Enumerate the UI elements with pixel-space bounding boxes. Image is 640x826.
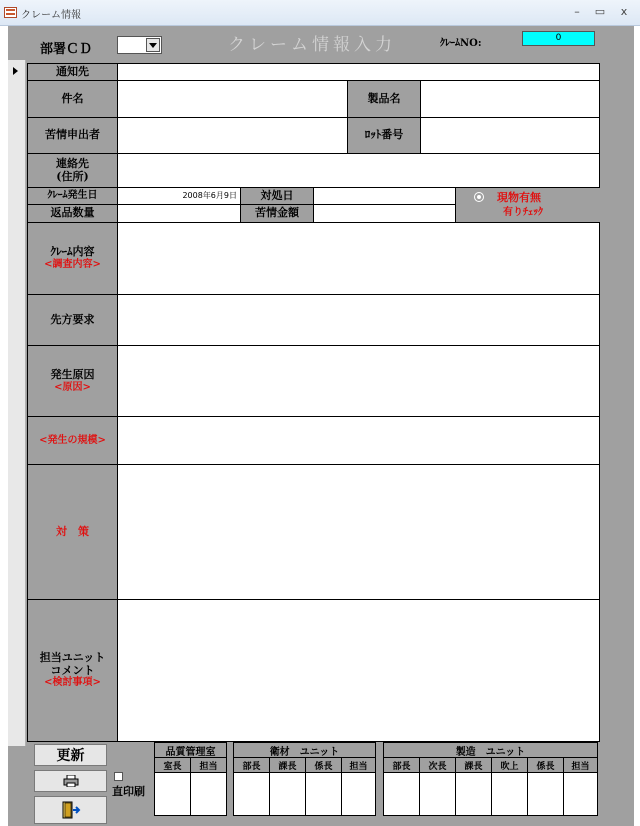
claim-content-field[interactable]	[117, 222, 600, 295]
comment-label-line1: 担当ユニット	[39, 651, 106, 665]
mfg-col-header: 部長	[383, 757, 420, 773]
hr-stamp-box[interactable]	[269, 772, 306, 816]
mfg-stamp-box[interactable]	[527, 772, 564, 816]
hr-col-header: 部長	[233, 757, 270, 773]
comment-label-line2: コメント	[50, 663, 95, 677]
comment-field[interactable]	[117, 599, 600, 742]
cause-field[interactable]	[117, 345, 600, 417]
form-title: クレーム情報入力	[228, 35, 396, 55]
cause-label-line1: 発生原因	[50, 367, 95, 381]
complaint-amount-field[interactable]	[313, 204, 456, 223]
lot-no-field[interactable]	[420, 117, 600, 154]
actual-item-label: 現物有無	[497, 191, 541, 204]
update-button[interactable]: 更新	[34, 744, 107, 766]
hr-group-header: 衛材 ユニット	[233, 742, 376, 758]
qa-stamp-box[interactable]	[190, 772, 227, 816]
complaint-amount-label: 苦情金額	[240, 204, 314, 223]
hr-stamp-box[interactable]	[233, 772, 270, 816]
occur-date-field[interactable]: 2008年6月9日	[117, 187, 241, 205]
maximize-button[interactable]: ▭	[594, 5, 606, 18]
return-qty-field[interactable]	[117, 204, 241, 223]
hr-stamp-box[interactable]	[341, 772, 376, 816]
claim-content-label-line1: ｸﾚｰﾑ内容	[50, 245, 95, 259]
print-button[interactable]	[34, 770, 107, 792]
complainant-field[interactable]	[117, 117, 348, 154]
request-field[interactable]	[117, 294, 600, 346]
cause-label	[27, 345, 118, 417]
product-name-label: 製品名	[347, 80, 421, 118]
dropdown-button[interactable]	[146, 38, 160, 52]
response-date-field[interactable]	[313, 187, 456, 205]
mfg-stamp-box[interactable]	[419, 772, 456, 816]
measures-label: 対 策	[27, 464, 118, 600]
mfg-stamp-box[interactable]	[491, 772, 528, 816]
mfg-col-header: 担当	[563, 757, 598, 773]
contact-field[interactable]	[117, 153, 600, 188]
mfg-group-header: 製造 ユニット	[383, 742, 598, 758]
product-name-field[interactable]	[420, 80, 600, 118]
dept-cd-combo[interactable]	[117, 36, 162, 54]
direct-print-checkbox[interactable]	[114, 772, 123, 781]
mfg-col-header: 次長	[419, 757, 456, 773]
record-selector[interactable]	[8, 60, 26, 746]
mfg-col-header: 吹上	[491, 757, 528, 773]
option-dot-icon	[477, 195, 481, 199]
direct-print-label: 直印刷	[112, 785, 145, 798]
request-label: 先方要求	[27, 294, 118, 346]
qa-stamp-box[interactable]	[154, 772, 191, 816]
mfg-stamp-box[interactable]	[455, 772, 492, 816]
occur-date-label: ｸﾚｰﾑ発生日	[27, 187, 118, 205]
mfg-stamp-box[interactable]	[383, 772, 420, 816]
contact-label	[27, 153, 118, 188]
subject-label: 件名	[27, 80, 118, 118]
mfg-col-header: 課長	[455, 757, 492, 773]
mfg-stamp-box[interactable]	[563, 772, 598, 816]
comment-label	[27, 599, 118, 742]
hr-col-header: 係長	[305, 757, 342, 773]
exit-button[interactable]	[34, 796, 107, 824]
notify-to-label: 通知先	[27, 63, 118, 81]
scale-label: <発生の規模>	[27, 416, 118, 465]
subject-field[interactable]	[117, 80, 348, 118]
response-date-label: 対処日	[240, 187, 314, 205]
claim-content-label-line2: <調査内容>	[44, 259, 101, 271]
actual-item-option[interactable]	[474, 192, 484, 202]
dept-cd-label: 部署ＣＤ	[40, 42, 93, 57]
qa-group-header: 品質管理室	[154, 742, 227, 758]
chevron-down-icon	[149, 43, 157, 48]
measures-field[interactable]	[117, 464, 600, 600]
contact-label-line2: (住所)	[56, 169, 89, 183]
complainant-label: 苦情申出者	[27, 117, 118, 154]
claim-content-label	[27, 222, 118, 295]
actual-item-check-label: 有りﾁｪｯｸ	[503, 207, 543, 218]
hr-col-header: 課長	[269, 757, 306, 773]
scale-field[interactable]	[117, 416, 600, 465]
close-button[interactable]: x	[620, 5, 628, 18]
contact-label-line1: 連絡先	[56, 156, 89, 170]
hr-col-header: 担当	[341, 757, 376, 773]
qa-col-header: 担当	[190, 757, 227, 773]
window-title: クレーム情報	[21, 10, 81, 21]
hr-stamp-box[interactable]	[305, 772, 342, 816]
lot-no-label: ﾛｯﾄ番号	[347, 117, 421, 154]
current-record-arrow-icon	[13, 67, 18, 75]
comment-label-line3: <検討事項>	[44, 677, 101, 689]
title-bar	[0, 0, 640, 26]
claim-no-value: 0	[522, 31, 595, 46]
printer-icon	[63, 775, 79, 787]
minimize-button[interactable]: –	[574, 5, 580, 18]
exit-door-icon	[61, 800, 81, 820]
cause-label-line2: <原因>	[54, 381, 91, 393]
qa-col-header: 室長	[154, 757, 191, 773]
form-icon	[4, 7, 17, 18]
mfg-col-header: 係長	[527, 757, 564, 773]
claim-no-label: ｸﾚｰﾑNO:	[440, 38, 482, 49]
return-qty-label: 返品数量	[27, 204, 118, 223]
notify-to-field[interactable]	[117, 63, 600, 81]
